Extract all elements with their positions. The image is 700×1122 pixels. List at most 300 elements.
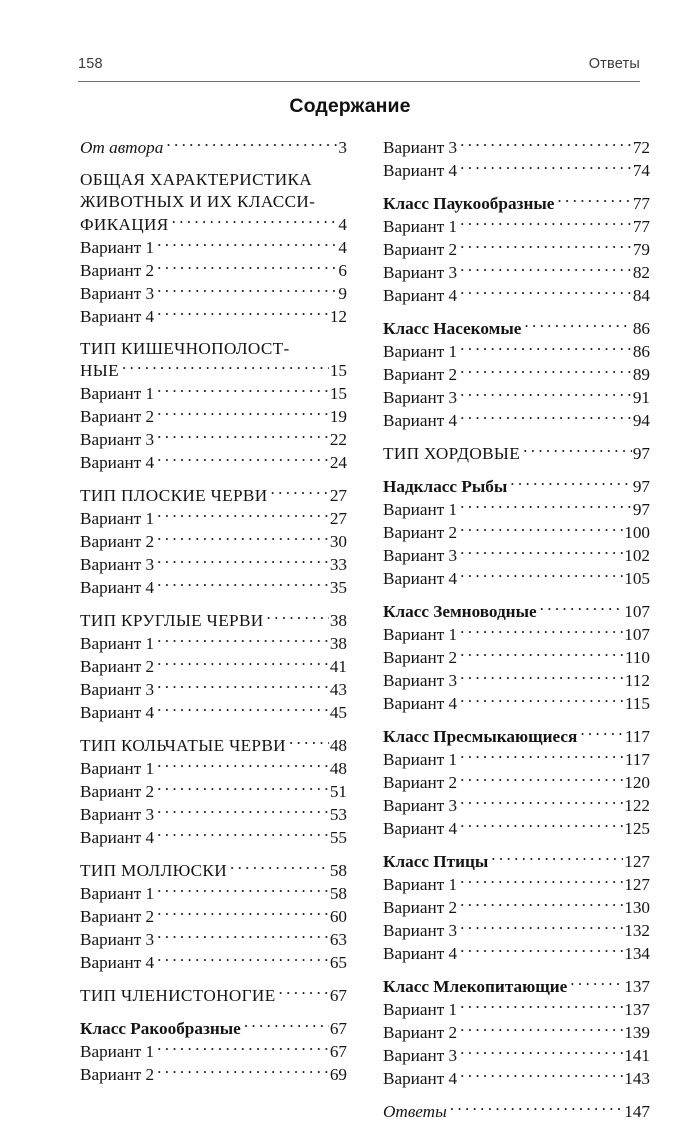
dot-leader	[450, 1099, 623, 1116]
toc-entry-variant[interactable]	[383, 136, 650, 159]
toc-entry-variant[interactable]	[383, 567, 650, 590]
toc-entry-variant[interactable]	[383, 669, 650, 692]
toc-entry-variant[interactable]	[383, 623, 650, 646]
toc-entry-page-number: 4	[338, 237, 347, 257]
dot-leader	[157, 576, 329, 593]
toc-entry-page-number: 84	[632, 286, 650, 306]
dot-leader	[460, 340, 632, 357]
dot-leader	[510, 475, 632, 492]
toc-entry-label: От автора	[80, 138, 164, 158]
toc-entry-variant[interactable]	[80, 259, 347, 282]
toc-entry-label: Вариант 2	[383, 897, 458, 917]
dot-leader	[166, 136, 337, 153]
toc-block	[383, 136, 650, 182]
toc-entry-page-number: 65	[329, 953, 347, 973]
dot-leader	[460, 748, 624, 765]
toc-entry-page-number: 4	[338, 214, 347, 234]
dot-leader	[491, 850, 623, 867]
toc-entry-label: Вариант 4	[80, 953, 155, 973]
toc-entry-label: Вариант 3	[383, 670, 458, 690]
toc-entry-page-number: 107	[624, 601, 650, 621]
toc-block-spacer	[80, 1007, 347, 1017]
dot-leader	[460, 646, 624, 663]
toc-entry-page-number: 82	[632, 263, 650, 283]
toc-column-right	[383, 136, 650, 1122]
toc-block-spacer	[383, 1089, 650, 1099]
dot-leader	[460, 1020, 623, 1037]
toc-entry-variant[interactable]	[80, 507, 347, 530]
dot-leader	[157, 780, 329, 797]
dot-leader	[524, 317, 631, 334]
toc-entry-variant[interactable]	[80, 905, 347, 928]
toc-entry-tail-row	[80, 213, 347, 236]
toc-entry-page-number: 67	[329, 1019, 347, 1039]
dot-leader	[157, 507, 329, 524]
toc-entry-variant[interactable]	[80, 655, 347, 678]
toc-entry-variant[interactable]	[383, 1020, 650, 1043]
toc-entry-class[interactable]	[383, 600, 650, 623]
toc-entry-variant[interactable]	[383, 284, 650, 307]
toc-entry-label: Вариант 4	[80, 453, 155, 473]
toc-block-spacer	[80, 599, 347, 609]
toc-block	[80, 734, 347, 849]
toc-entry-page-number: 94	[632, 411, 650, 431]
toc-entry-page-number: 60	[329, 907, 347, 927]
dot-leader	[122, 359, 329, 376]
toc-entry-page-number: 86	[632, 319, 650, 339]
toc-entry-class[interactable]	[383, 475, 650, 498]
dot-leader	[460, 817, 623, 834]
toc-block-spacer	[80, 974, 347, 984]
toc-entry-label: Вариант 4	[383, 411, 458, 431]
toc-entry-variant[interactable]	[383, 498, 650, 521]
toc-block	[80, 859, 347, 974]
toc-entry-label: Вариант 4	[80, 578, 155, 598]
toc-entry-page-number: 15	[329, 361, 347, 381]
toc-entry-variant[interactable]	[383, 409, 650, 432]
toc-entry-page-number: 69	[329, 1065, 347, 1085]
toc-entry-part[interactable]	[80, 484, 347, 507]
toc-entry-variant[interactable]	[80, 678, 347, 701]
toc-entry-variant[interactable]	[383, 386, 650, 409]
dot-leader	[460, 386, 632, 403]
toc-entry-heading-line: ОБЩАЯ ХАРАКТЕРИСТИКА	[80, 169, 313, 189]
toc-entry-class[interactable]	[80, 1017, 347, 1040]
running-head-rule	[78, 81, 640, 82]
toc-entry-label: Класс Земноводные	[383, 601, 537, 621]
toc-block-spacer	[383, 715, 650, 725]
toc-entry-page-number: 19	[329, 407, 347, 427]
dot-leader	[157, 1063, 329, 1080]
toc-entry-page-number: 147	[624, 1101, 650, 1121]
toc-block-spacer	[383, 590, 650, 600]
toc-entry-label: Вариант 1	[80, 237, 155, 257]
toc-entry-label: Надкласс Рыбы	[383, 476, 508, 496]
toc-entry-label: Вариант 4	[383, 943, 458, 963]
dot-leader	[244, 1017, 329, 1034]
dot-leader	[172, 213, 338, 230]
toc-entry-page-number: 107	[624, 624, 650, 644]
toc-entry-variant[interactable]	[383, 159, 650, 182]
toc-entry-label: Вариант 4	[80, 828, 155, 848]
toc-entry-page-number: 43	[329, 680, 347, 700]
toc-entry-label: Вариант 4	[383, 693, 458, 713]
toc-entry-variant[interactable]	[80, 632, 347, 655]
toc-entry-variant[interactable]	[80, 428, 347, 451]
toc-entry-page-number: 63	[329, 930, 347, 950]
toc-entry-front[interactable]	[80, 136, 347, 159]
toc-entry-label: Вариант 2	[383, 647, 458, 667]
dot-leader	[157, 928, 329, 945]
toc-block	[383, 192, 650, 307]
toc-entry-label: Класс Ракообразные	[80, 1019, 241, 1039]
dot-leader	[460, 794, 623, 811]
dot-leader	[460, 215, 632, 232]
toc-entry-variant[interactable]	[383, 817, 650, 840]
toc-entry-variant[interactable]	[80, 1040, 347, 1063]
toc-entry-variant[interactable]	[80, 405, 347, 428]
toc-entry-variant[interactable]	[383, 919, 650, 942]
toc-entry-label: Вариант 3	[80, 430, 155, 450]
toc-block	[80, 984, 347, 1007]
toc-entry-variant[interactable]	[80, 382, 347, 405]
toc-entry-page-number: 22	[329, 430, 347, 450]
toc-entry-variant[interactable]	[80, 757, 347, 780]
toc-entry-variant[interactable]	[383, 261, 650, 284]
toc-entry-label: Вариант 4	[383, 1068, 458, 1088]
toc-entry-label: Вариант 3	[383, 545, 458, 565]
toc-entry-page-number: 24	[329, 453, 347, 473]
dot-leader	[580, 725, 624, 742]
dot-leader	[157, 451, 329, 468]
toc-block	[383, 475, 650, 590]
dot-leader	[157, 905, 329, 922]
toc-entry-label: Вариант 1	[383, 342, 458, 362]
toc-entry-page-number: 127	[624, 874, 650, 894]
toc-entry-page-number: 48	[329, 736, 347, 756]
toc-entry-page-number: 112	[624, 670, 650, 690]
toc-entry-label: Вариант 2	[80, 782, 155, 802]
toc-entry-label: Вариант 1	[80, 1042, 155, 1062]
dot-leader	[279, 984, 329, 1001]
toc-block	[383, 317, 650, 432]
dot-leader	[570, 974, 623, 991]
toc-entry-label: НЫЕ	[80, 361, 119, 381]
toc-entry-page-number: 41	[329, 657, 347, 677]
toc-entry-page-number: 77	[632, 217, 650, 237]
dot-leader	[460, 363, 632, 380]
toc-entry-variant[interactable]	[80, 1063, 347, 1086]
toc-block	[383, 850, 650, 965]
dot-leader	[157, 405, 329, 422]
toc-entry-label: Вариант 2	[80, 657, 155, 677]
toc-entry-class[interactable]	[383, 317, 650, 340]
toc-entry-variant[interactable]	[80, 826, 347, 849]
toc-block	[383, 1099, 650, 1122]
toc-entry-label: Класс Млекопитающие	[383, 976, 568, 996]
toc-entry-variant[interactable]	[383, 544, 650, 567]
toc-block-spacer	[80, 328, 347, 338]
toc-entry-page-number: 110	[624, 647, 650, 667]
toc-entry-variant[interactable]	[80, 882, 347, 905]
toc-entry-variant[interactable]	[80, 701, 347, 724]
toc-block-spacer	[383, 840, 650, 850]
toc-entry-page-number: 33	[329, 555, 347, 575]
dot-leader	[157, 951, 329, 968]
toc-entry-variant[interactable]	[383, 873, 650, 896]
dot-leader	[557, 192, 631, 209]
dot-leader	[460, 997, 623, 1014]
toc-entry-part[interactable]	[80, 338, 347, 383]
toc-entry-variant[interactable]	[80, 951, 347, 974]
toc-entry-variant[interactable]	[383, 794, 650, 817]
dot-leader	[157, 655, 329, 672]
toc-entry-page-number: 9	[338, 283, 347, 303]
toc-entry-part[interactable]	[80, 169, 347, 236]
toc-block-spacer	[80, 159, 347, 169]
toc-entry-label: Вариант 4	[383, 818, 458, 838]
toc-entry-label: ТИП МОЛЛЮСКИ	[80, 861, 227, 881]
toc-entry-variant[interactable]	[80, 451, 347, 474]
toc-entry-class[interactable]	[383, 725, 650, 748]
toc-entry-variant[interactable]	[383, 748, 650, 771]
dot-leader	[460, 1043, 623, 1060]
toc-entry-variant[interactable]	[80, 236, 347, 259]
toc-entry-page-number: 67	[329, 986, 347, 1006]
toc-entry-page-number: 97	[632, 444, 650, 463]
dot-leader	[157, 530, 329, 547]
toc-block	[80, 136, 347, 159]
toc-entry-page-number: 120	[624, 772, 650, 792]
toc-block	[80, 169, 347, 328]
toc-entry-class[interactable]	[383, 974, 650, 997]
toc-entry-label: Вариант 2	[383, 365, 458, 385]
dot-leader	[460, 942, 623, 959]
toc-entry-page-number: 38	[329, 611, 347, 631]
toc-entry-variant[interactable]	[383, 942, 650, 965]
toc-entry-heading-line: ТИП КИШЕЧНОПОЛОСТ-	[80, 338, 290, 358]
toc-entry-page-number: 127	[624, 851, 650, 871]
toc-entry-label: ТИП ХОРДОВЫЕ	[383, 444, 521, 463]
toc-entry-variant[interactable]	[80, 576, 347, 599]
toc-entry-label: ТИП ЧЛЕНИСТОНОГИЕ	[80, 986, 276, 1006]
toc-entry-page-number: 137	[624, 976, 650, 996]
toc-entry-label: Вариант 1	[383, 624, 458, 644]
dot-leader	[267, 609, 329, 626]
toc-entry-page-number: 3	[338, 138, 347, 158]
dot-leader	[460, 159, 632, 176]
dot-leader	[157, 632, 329, 649]
toc-block	[80, 1017, 347, 1086]
toc-block	[80, 609, 347, 724]
toc-block-spacer	[383, 432, 650, 442]
dot-leader	[460, 136, 632, 153]
dot-leader	[157, 282, 337, 299]
toc-entry-page-number: 117	[624, 726, 650, 746]
toc-entry-page-number: 12	[329, 306, 347, 326]
toc-entry-variant[interactable]	[80, 282, 347, 305]
toc-entry-label: Вариант 4	[383, 568, 458, 588]
toc-entry-variant[interactable]	[383, 771, 650, 794]
toc-column-left	[80, 136, 347, 1122]
page-title: Содержание	[289, 95, 411, 117]
toc-entry-page-number: 89	[632, 365, 650, 385]
dot-leader	[460, 284, 632, 301]
toc-entry-page-number: 30	[329, 532, 347, 552]
toc-entry-label: Класс Паукообразные	[383, 194, 555, 214]
toc-entry-label: Вариант 3	[80, 680, 155, 700]
toc-entry-label: Вариант 2	[383, 240, 458, 260]
toc-entry-class[interactable]	[383, 850, 650, 873]
dot-leader	[157, 701, 329, 718]
toc-entry-variant[interactable]	[80, 780, 347, 803]
toc-entry-label: Вариант 3	[383, 263, 458, 283]
toc-block	[383, 725, 650, 840]
toc-entry-label: ФИКАЦИЯ	[80, 214, 169, 234]
dot-leader	[460, 567, 623, 584]
toc-entry-label: Вариант 3	[383, 388, 458, 408]
toc-entry-part[interactable]	[80, 984, 347, 1007]
toc-entry-label: Вариант 1	[80, 384, 155, 404]
toc-block-spacer	[80, 724, 347, 734]
dot-leader	[460, 498, 632, 515]
toc-entry-variant[interactable]	[383, 997, 650, 1020]
toc-entry-page-number: 55	[329, 828, 347, 848]
toc-entry-variant[interactable]	[80, 928, 347, 951]
dot-leader	[460, 238, 632, 255]
dot-leader	[460, 771, 623, 788]
toc-entry-variant[interactable]	[383, 340, 650, 363]
toc-entry-label: Вариант 2	[80, 532, 155, 552]
toc-entry-variant[interactable]	[80, 530, 347, 553]
page-number: 158	[78, 56, 103, 72]
dot-leader	[157, 803, 329, 820]
dot-leader	[460, 919, 623, 936]
toc-entry-page-number: 97	[632, 499, 650, 519]
toc-entry-label: ТИП КРУГЛЫЕ ЧЕРВИ	[80, 611, 264, 631]
dot-leader	[523, 442, 632, 459]
toc-entry-label: Вариант 3	[383, 795, 458, 815]
toc-block-spacer	[80, 849, 347, 859]
toc-entry-page-number: 74	[632, 161, 650, 181]
toc-entry-label: Вариант 2	[80, 1065, 155, 1085]
toc-entry-page-number: 91	[632, 388, 650, 408]
toc-entry-heading-line: ЖИВОТНЫХ И ИХ КЛАССИ-	[80, 191, 316, 211]
dot-leader	[157, 553, 329, 570]
toc-block-spacer	[80, 474, 347, 484]
toc-entry-page-number: 117	[624, 749, 650, 769]
toc-block	[80, 484, 347, 599]
dot-leader	[157, 259, 337, 276]
toc-entry-variant[interactable]	[383, 1066, 650, 1089]
toc-entry-part[interactable]	[80, 609, 347, 632]
toc-entry-page-number: 143	[624, 1068, 650, 1088]
dot-leader	[460, 692, 624, 709]
toc-entry-page-number: 58	[329, 884, 347, 904]
toc-entry-variant[interactable]	[80, 553, 347, 576]
toc-entry-page-number: 6	[338, 260, 347, 280]
toc-entry-part[interactable]	[80, 859, 347, 882]
toc-entry-page-number: 141	[624, 1045, 650, 1065]
toc-entry-variant[interactable]	[383, 521, 650, 544]
dot-leader	[157, 1040, 329, 1057]
toc-entry-label: Вариант 3	[80, 930, 155, 950]
dot-leader	[157, 678, 329, 695]
toc-entry-label: Ответы	[383, 1101, 447, 1121]
toc-entry-variant[interactable]	[383, 1043, 650, 1066]
dot-leader	[271, 484, 329, 501]
toc-entry-variant[interactable]	[383, 692, 650, 715]
toc-entry-page-number: 115	[624, 693, 650, 713]
dot-leader	[460, 669, 624, 686]
dot-leader	[460, 1066, 623, 1083]
dot-leader	[460, 521, 623, 538]
dot-leader	[460, 896, 623, 913]
toc-block-spacer	[383, 307, 650, 317]
toc-entry-page-number: 53	[329, 805, 347, 825]
toc-block	[383, 600, 650, 715]
toc-entry-label: Вариант 2	[383, 522, 458, 542]
toc-entry-label: Вариант 3	[383, 1045, 458, 1065]
toc-entry-page-number: 102	[624, 545, 650, 565]
toc-entry-part[interactable]	[80, 734, 347, 757]
toc-entry-page-number: 137	[624, 999, 650, 1019]
toc-entry-page-number: 58	[329, 861, 347, 881]
toc-entry-page-number: 15	[329, 384, 347, 404]
toc-entry-variant[interactable]	[383, 363, 650, 386]
toc-entry-variant[interactable]	[383, 646, 650, 669]
toc-entry-variant[interactable]	[383, 896, 650, 919]
toc-entry-label: Вариант 1	[383, 217, 458, 237]
toc-entry-variant[interactable]	[383, 215, 650, 238]
toc-entry-class[interactable]	[383, 192, 650, 215]
dot-leader	[230, 859, 329, 876]
running-head	[78, 56, 640, 80]
toc-entry-tail-row	[80, 359, 347, 382]
toc-entry-variant[interactable]	[383, 238, 650, 261]
toc-entry-page-number: 100	[624, 522, 650, 542]
toc-entry-label: Вариант 3	[383, 138, 458, 158]
toc-entry-label: Вариант 1	[80, 634, 155, 654]
toc-entry-label: Вариант 3	[383, 920, 458, 940]
toc-entry-page-number: 105	[624, 568, 650, 588]
toc-block	[383, 974, 650, 1089]
toc-entry-page-number: 27	[329, 509, 347, 529]
dot-leader	[540, 600, 624, 617]
toc-entry-label: Вариант 2	[80, 407, 155, 427]
toc-entry-label: Вариант 1	[80, 509, 155, 529]
toc-entry-label: ТИП ПЛОСКИЕ ЧЕРВИ	[80, 486, 268, 506]
dot-leader	[157, 882, 329, 899]
toc-entry-label: Вариант 1	[383, 749, 458, 769]
toc-entry-variant[interactable]	[80, 305, 347, 328]
toc-entry-page-number: 48	[329, 759, 347, 779]
running-section-label: Ответы	[588, 56, 640, 72]
toc-entry-page-number: 134	[624, 943, 650, 963]
toc-entry-page-number: 38	[329, 634, 347, 654]
toc-entry-variant[interactable]	[80, 803, 347, 826]
toc-entry-page-number: 122	[624, 795, 650, 815]
toc-entry-page-number: 72	[632, 138, 650, 158]
dot-leader	[157, 757, 329, 774]
toc-entry-label: Вариант 4	[383, 286, 458, 306]
toc-block	[80, 338, 347, 475]
toc-entry-part[interactable]	[383, 442, 650, 465]
dot-leader	[460, 261, 632, 278]
dot-leader	[460, 409, 632, 426]
toc-entry-front[interactable]	[383, 1099, 650, 1122]
toc-entry-label: Вариант 1	[383, 999, 458, 1019]
